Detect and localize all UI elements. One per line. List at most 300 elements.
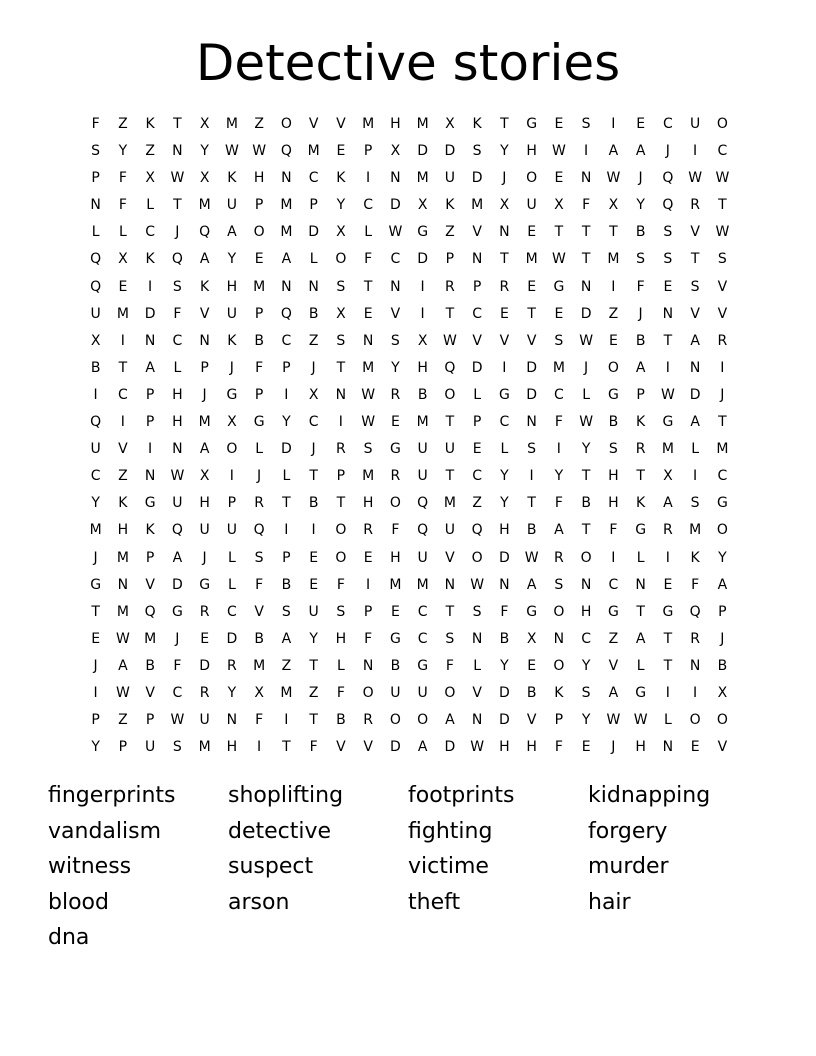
grid-letter: O [553,603,565,620]
grid-letter: D [444,143,456,160]
grid-letter: I [148,278,153,295]
grid-letter: E [581,739,591,756]
grid-letter: W [115,630,130,647]
grid-letter: A [635,359,646,376]
grid-letter: A [227,224,237,241]
grid-letter: B [717,657,728,674]
grid-letter: I [148,441,153,458]
grid-letter: Z [118,116,128,132]
grid-letter: H [526,739,537,756]
grid-letter: B [635,224,646,241]
grid-row [82,138,736,165]
grid-letter: C [472,305,483,322]
grid-letter: L [282,468,291,485]
grid-letter: U [145,739,156,756]
grid-letter: A [635,143,646,160]
grid-letter: H [335,630,347,647]
grid-letter: T [718,414,727,431]
grid-letter: Z [118,712,128,729]
grid-letter: E [527,224,537,241]
grid-letter: X [608,197,619,214]
grid-letter: Y [581,657,591,674]
grid-letter: D [308,224,320,241]
grid-letter: Q [90,414,102,431]
grid-letter: M [144,630,157,647]
grid-letter: U [226,522,237,539]
word-list-item: forgery [588,818,668,844]
grid-letter: T [636,468,645,485]
grid-letter: S [336,332,346,349]
grid-letter: B [308,495,319,512]
grid-letter: T [500,116,509,132]
grid-letter: M [416,170,429,187]
grid-letter: B [336,712,346,729]
grid-letter: U [444,441,455,458]
grid-letter: X [499,197,510,214]
grid-letter: H [253,170,265,187]
grid-letter: N [471,712,483,729]
grid-letter: P [554,712,564,729]
grid-letter: M [280,197,293,214]
grid-letter: C [662,116,673,132]
grid-letter: L [255,441,264,458]
grid-letter: E [608,332,618,349]
grid-letter: G [526,603,538,620]
grid-letter: O [362,684,374,701]
grid-letter: N [471,630,483,647]
grid-letter: X [554,197,564,214]
grid-row [82,680,736,707]
grid-letter: R [363,712,373,729]
grid-letter: X [663,468,673,485]
grid-letter: K [118,495,128,512]
grid-letter: E [554,305,564,322]
grid-letter: L [309,251,318,268]
grid-letter: R [690,630,700,647]
grid-letter: Y [500,468,509,485]
grid-letter: C [472,468,483,485]
grid-letter: R [663,522,673,539]
grid-letter: W [715,170,730,187]
grid-letter: G [144,495,156,512]
grid-row [82,599,736,626]
grid-letter: M [471,197,484,214]
grid-letter: A [199,441,210,458]
grid-letter: L [636,657,645,674]
grid-letter: J [611,739,616,756]
grid-letter: I [611,549,616,566]
grid-letter: K [145,251,155,268]
grid-letter: X [118,251,128,268]
grid-letter: U [417,549,428,566]
grid-letter: Y [91,739,100,756]
grid-letter: U [390,684,401,701]
grid-letter: W [252,143,267,160]
grid-letter: V [526,712,537,729]
grid-letter: H [635,739,646,756]
grid-letter: V [308,116,319,132]
grid-letter: P [145,414,155,431]
grid-letter: W [688,170,703,187]
grid-letter: D [226,630,238,647]
grid-letter: D [280,441,292,458]
grid-letter: G [716,495,728,512]
grid-letter: N [553,630,565,647]
grid-row [82,409,736,436]
grid-letter: G [607,603,619,620]
grid-letter: M [198,414,211,431]
grid-letter: M [552,359,565,376]
grid-letter: I [93,386,98,403]
grid-letter: X [199,468,210,485]
grid-letter: A [690,414,700,431]
grid-letter: L [173,359,182,376]
grid-letter: Z [281,657,292,674]
word-list-item: dna [48,925,90,950]
grid-letter: Q [253,522,265,539]
grid-letter: I [665,549,670,566]
grid-letter: F [118,170,127,187]
grid-letter: D [498,549,510,566]
grid-letter: V [199,305,210,322]
grid-letter: V [472,224,482,241]
grid-letter: I [93,684,98,701]
grid-letter: O [444,684,456,701]
grid-letter: V [336,739,346,756]
grid-letter: F [636,278,645,295]
grid-letter: N [172,441,183,458]
grid-letter: A [281,630,292,647]
grid-letter: U [90,305,101,322]
grid-letter: J [175,224,180,241]
grid-letter: C [281,332,292,349]
grid-letter: I [366,576,371,593]
grid-letter: W [633,712,648,729]
grid-letter: O [689,712,701,729]
grid-letter: F [118,197,127,214]
grid-letter: S [690,495,700,512]
grid-letter: I [611,278,616,295]
grid-row [82,572,736,599]
grid-letter: M [116,549,129,566]
grid-letter: F [554,495,563,512]
grid-letter: M [280,224,293,241]
grid-letter: I [693,684,698,701]
grid-letter: T [663,630,673,647]
grid-letter: O [580,549,592,566]
grid-letter: N [281,170,292,187]
grid-letter: U [199,522,210,539]
grid-letter: V [445,549,455,566]
grid-letter: T [336,359,346,376]
grid-letter: D [417,143,429,160]
grid-letter: I [257,739,262,756]
grid-letter: O [417,712,429,729]
grid-letter: Y [636,197,645,214]
grid-letter: E [309,549,319,566]
grid-letter: H [526,143,537,160]
grid-letter: X [199,116,210,132]
grid-letter: M [525,251,538,268]
grid-letter: F [364,630,373,647]
grid-letter: A [608,684,619,701]
grid-letter: W [660,386,675,403]
grid-letter: D [444,739,456,756]
grid-letter: Y [309,630,318,647]
grid-row [82,517,736,544]
grid-letter: L [473,386,482,403]
grid-letter: G [417,224,429,241]
grid-letter: P [718,603,727,620]
grid-letter: E [118,278,128,295]
grid-letter: M [607,251,620,268]
grid-letter: X [254,684,264,701]
grid-letter: T [554,224,564,241]
grid-letter: C [172,332,183,349]
grid-letter: W [388,224,403,241]
grid-letter: T [309,712,318,729]
grid-letter: I [502,359,507,376]
grid-letter: N [362,332,374,349]
grid-letter: V [608,657,619,674]
grid-letter: W [715,224,730,241]
grid-letter: A [445,712,455,729]
grid-letter: N [689,359,701,376]
grid-letter: M [416,414,429,431]
grid-letter: Q [171,251,183,268]
grid-letter: F [391,522,400,539]
grid-letter: E [554,170,564,187]
grid-letter: T [118,359,128,376]
grid-letter: F [336,684,345,701]
grid-letter: M [116,603,129,620]
grid-letter: C [417,603,428,620]
grid-letter: N [635,576,646,593]
grid-letter: V [717,739,728,756]
word-list-item: fighting [408,818,493,844]
grid-letter: M [389,576,402,593]
grid-letter: S [717,251,727,268]
grid-letter: C [172,684,183,701]
grid-letter: U [308,603,319,620]
grid-letter: I [120,414,125,431]
grid-letter: P [336,468,346,485]
word-list-item: theft [408,889,461,915]
grid-letter: B [281,576,292,593]
grid-letter: F [364,251,373,268]
grid-letter: S [445,630,455,647]
grid-letter: B [526,684,537,701]
grid-letter: L [500,441,509,458]
grid-row [82,734,736,761]
word-list-item: suspect [228,854,314,879]
grid-letter: I [556,441,561,458]
grid-letter: J [311,359,316,376]
grid-letter: N [499,224,510,241]
grid-letter: L [663,712,672,729]
grid-letter: W [170,468,185,485]
grid-letter: O [280,116,292,132]
grid-letter: S [91,143,101,160]
grid-letter: Z [118,468,128,485]
grid-letter: S [336,603,346,620]
grid-letter: Y [500,657,509,674]
grid-letter: D [199,657,211,674]
grid-letter: F [255,576,264,593]
grid-letter: K [554,684,564,701]
grid-letter: N [144,468,156,485]
grid-letter: D [498,712,510,729]
grid-letter: D [144,305,156,322]
grid-letter: C [717,468,728,485]
grid-letter: C [717,143,728,160]
grid-letter: Q [90,251,102,268]
grid-row [82,274,736,301]
grid-letter: J [93,657,98,674]
grid-letter: N [390,170,401,187]
grid-letter: B [90,359,101,376]
grid-letter: U [417,684,428,701]
grid-letter: H [199,495,210,512]
grid-letter: U [690,116,701,132]
grid-letter: B [635,332,646,349]
grid-letter: P [472,414,482,431]
grid-letter: N [281,278,292,295]
grid-letter: E [636,116,646,132]
grid-letter: F [609,522,618,539]
grid-letter: U [90,441,101,458]
grid-letter: Q [444,359,456,376]
grid-letter: Q [662,197,674,214]
grid-letter: B [608,414,619,431]
grid-letter: X [336,224,346,241]
grid-letter: J [257,468,262,485]
grid-letter: I [720,359,725,376]
grid-letter: C [499,414,510,431]
grid-letter: S [663,251,673,268]
grid-letter: P [91,712,100,729]
grid-letter: U [444,170,455,187]
grid-letter: C [417,630,428,647]
grid-letter: C [390,251,401,268]
grid-letter: T [581,522,591,539]
grid-letter: Y [200,143,209,160]
grid-letter: N [526,414,537,431]
grid-letter: F [691,576,700,593]
grid-letter: G [607,386,619,403]
grid-letter: M [362,359,375,376]
grid-letter: Q [689,603,701,620]
grid-letter: K [636,495,646,512]
grid-letter: B [254,630,264,647]
grid-letter: S [363,441,373,458]
grid-letter: Q [280,305,292,322]
grid-letter: A [690,332,700,349]
grid-letter: Z [608,305,619,322]
grid-letter: W [170,712,185,729]
grid-letter: F [554,414,563,431]
word-list-item: footprints [408,783,515,808]
grid-letter: I [665,359,670,376]
grid-letter: Q [662,170,674,187]
grid-row [82,301,736,328]
grid-letter: X [717,684,728,701]
grid-letter: P [254,305,264,322]
grid-letter: D [498,684,510,701]
grid-letter: W [224,143,239,160]
grid-letter: E [91,630,101,647]
grid-row [82,355,736,382]
grid-letter: V [254,603,264,620]
grid-letter: T [718,197,727,214]
grid-letter: U [199,712,210,729]
grid-letter: O [335,549,347,566]
grid-letter: T [636,603,645,620]
grid-letter: I [420,278,425,295]
grid-letter: O [716,116,728,132]
grid-letter: D [171,576,183,593]
grid-letter: J [311,441,316,458]
grid-letter: I [611,116,616,132]
grid-letter: B [417,386,428,403]
grid-letter: J [584,359,589,376]
grid-letter: Y [227,251,237,268]
grid-letter: W [551,143,566,160]
grid-letter: Y [282,414,291,431]
grid-letter: Q [90,278,102,295]
grid-letter: X [227,414,237,431]
grid-letter: N [662,305,674,322]
grid-letter: A [608,143,619,160]
grid-letter: S [472,143,482,160]
grid-letter: T [336,495,346,512]
grid-letter: Q [280,143,292,160]
grid-letter: V [363,739,373,756]
grid-letter: S [636,251,646,268]
grid-row [82,463,736,490]
grid-letter: R [717,332,728,349]
grid-letter: T [445,603,455,620]
grid-letter: A [281,251,292,268]
grid-letter: P [309,197,318,214]
grid-letter: T [282,739,291,756]
grid-letter: O [253,224,265,241]
grid-letter: F [255,359,264,376]
grid-letter: M [225,116,238,132]
grid-letter: O [471,549,483,566]
grid-letter: L [336,657,345,674]
grid-letter: S [527,441,537,458]
grid-letter: A [526,576,537,593]
grid-letter: S [390,332,400,349]
grid-letter: E [499,305,509,322]
grid-letter: E [363,549,373,566]
grid-letter: T [663,332,673,349]
grid-letter: H [226,739,238,756]
grid-letter: R [336,441,346,458]
grid-letter: G [662,603,674,620]
grid-letter: G [199,576,211,593]
grid-letter: G [635,684,647,701]
grid-letter: W [470,739,485,756]
grid-letter: S [663,224,673,241]
grid-row [82,653,736,680]
grid-letter: T [309,657,318,674]
grid-letter: E [390,603,400,620]
grid-letter: I [284,712,289,729]
grid-letter: E [363,305,373,322]
grid-letter: R [390,386,401,403]
